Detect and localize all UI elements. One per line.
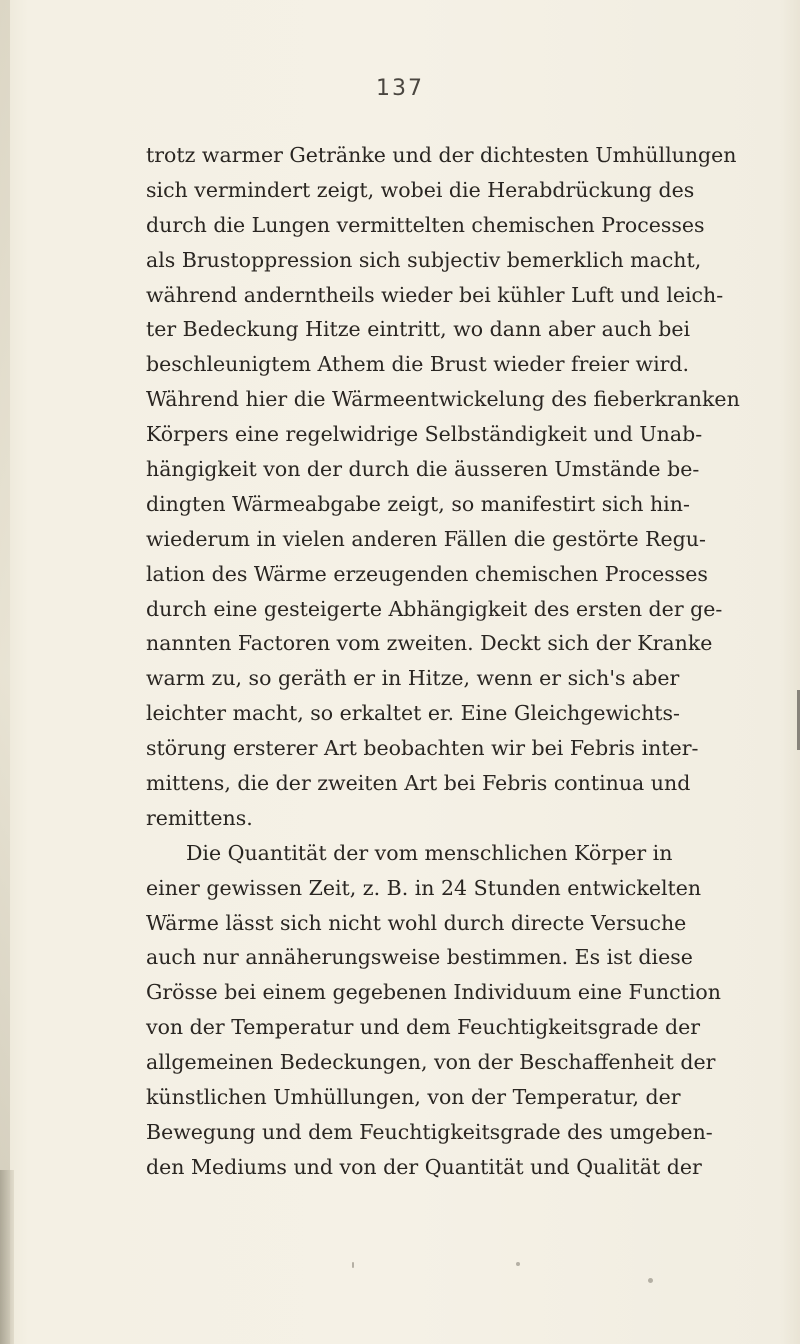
page-binding-edge (0, 0, 10, 1344)
text-line: hängigkeit von der durch die äusseren Umstände be- (146, 457, 700, 482)
paper-speck (516, 1262, 520, 1266)
text-line: als Brustoppression sich subjectiv bemerklich macht, (146, 247, 702, 272)
text-line: während anderntheils wieder bei kühler Luft und leich- (146, 282, 724, 307)
text-line: leichter macht, so erkaltet er. Eine Gleichgewichts- (146, 701, 680, 726)
text-line: den Mediums und von der Quantität und Qualität der (146, 1154, 702, 1179)
page-number: 137 (376, 76, 424, 101)
paper-speck (648, 1278, 653, 1283)
text-line: Grösse bei einem gegebenen Individuum eine Function (146, 980, 721, 1005)
paragraph (146, 138, 740, 836)
text-line: störung ersterer Art beobachten wir bei Febris inter- (146, 736, 699, 761)
paragraph (146, 836, 721, 1185)
text-line: Bewegung und dem Feuchtigkeitsgrade des umgeben- (146, 1119, 713, 1144)
text-line: einer gewissen Zeit, z. B. in 24 Stunden entwickelten (146, 875, 702, 900)
page-shadow (0, 1170, 14, 1344)
text-line: ter Bedeckung Hitze eintritt, wo dann aber auch bei (146, 317, 691, 342)
text-line: von der Temperatur und dem Feuchtigkeitsgrade der (146, 1015, 701, 1040)
text-line: wiederum in vielen anderen Fällen die gestörte Regu- (146, 526, 706, 551)
text-line: nannten Factoren vom zweiten. Deckt sich der Kranke (146, 631, 713, 656)
text-line: warm zu, so geräth er in Hitze, wenn er sich's aber (146, 666, 680, 691)
text-line: Während hier die Wärmeentwickelung des fieberkranken (146, 387, 740, 412)
text-line: Wärme lässt sich nicht wohl durch directe Versuche (146, 910, 687, 935)
text-line: Die Quantität der vom menschlichen Körper in (186, 840, 673, 865)
text-line: dingten Wärmeabgabe zeigt, so manifestirt sich hin- (146, 491, 690, 516)
text-line: auch nur annäherungsweise bestimmen. Es ist diese (146, 945, 693, 970)
text-line: sich vermindert zeigt, wobei die Herabdrückung des (146, 177, 695, 202)
text-line: Körpers eine regelwidrige Selbständigkeit und Unab- (146, 422, 703, 447)
text-line: trotz warmer Getränke und der dichtesten Umhüllungen (146, 143, 737, 167)
text-line: beschleunigtem Athem die Brust wieder freier wird. (146, 352, 690, 377)
text-line: durch eine gesteigerte Abhängigkeit des ersten der ge- (146, 596, 723, 621)
text-line: mittens, die der zweiten Art bei Febris continua und (146, 771, 691, 796)
text-line: lation des Wärme erzeugenden chemischen Processes (146, 561, 708, 586)
text-line: durch die Lungen vermittelten chemischen Processes (146, 212, 705, 237)
paper-speck (352, 1262, 354, 1268)
body-text (146, 138, 740, 1185)
text-line: allgemeinen Bedeckungen, von der Beschaffenheit der (146, 1050, 716, 1075)
text-line: remittens. (146, 805, 253, 830)
text-line: künstlichen Umhüllungen, von der Temperatur, der (146, 1085, 681, 1110)
